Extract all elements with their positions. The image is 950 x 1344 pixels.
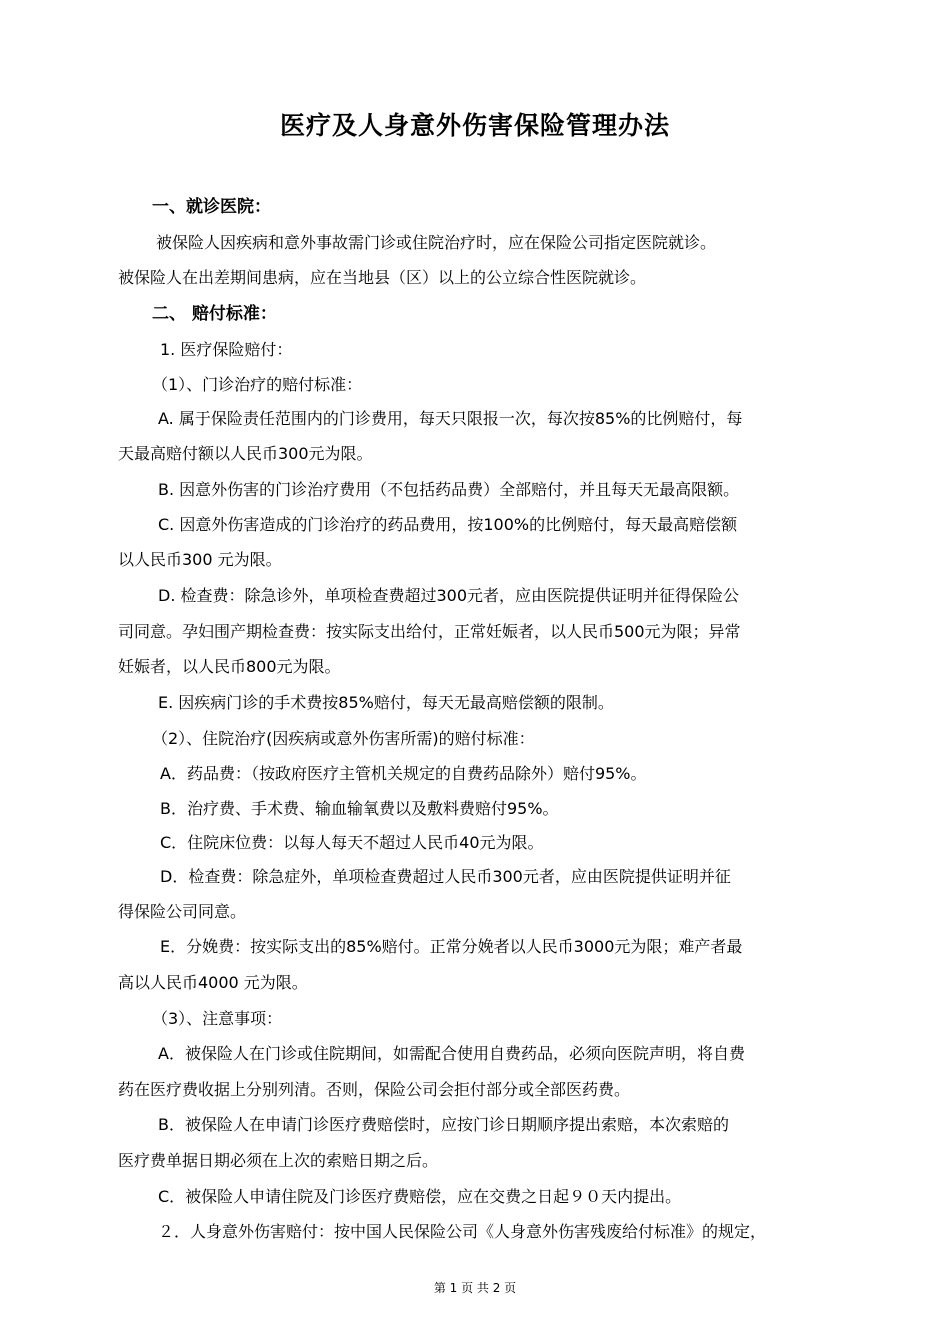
paragraph-line: 1. 医疗保险赔付：	[160, 340, 293, 359]
document-title: 医疗及人身意外伤害保险管理办法	[279, 111, 670, 140]
paragraph-line: B．被保险人在申请门诊医疗费赔偿时，应按门诊日期顺序提出索赔，本次索赔的	[158, 1115, 729, 1134]
paragraph-line: 高以人民币4000 元为限。	[118, 973, 308, 992]
paragraph-line: 以人民币300 元为限。	[118, 550, 282, 569]
paragraph-line: 被保险人因疾病和意外事故需门诊或住院治疗时，应在保险公司指定医院就诊。	[156, 233, 717, 252]
paragraph-line: 司同意。孕妇围产期检查费：按实际支出给付，正常妊娠者，以人民币500元为限；异常	[118, 622, 741, 641]
paragraph-line: C．被保险人申请住院及门诊医疗费赔偿，应在交费之日起９０天内提出。	[158, 1187, 682, 1206]
paragraph-line: E．分娩费：按实际支出的85%赔付。正常分娩者以人民币3000元为限；难产者最	[160, 937, 743, 956]
paragraph-line: A．被保险人在门诊或住院期间，如需配合使用自费药品，必须向医院声明，将自费	[158, 1044, 745, 1063]
paragraph-line: D．检查费：除急症外，单项检查费超过人民币300元者，应由医院提供证明并征	[160, 867, 731, 886]
paragraph-line: 得保险公司同意。	[118, 902, 247, 921]
subsection-heading: （1）、门诊治疗的赔付标准：	[152, 375, 363, 394]
paragraph-line: B．治疗费、手术费、输血输氧费以及敷料费赔付95%。	[160, 799, 559, 818]
subsection-heading: （3）、注意事项：	[152, 1009, 283, 1028]
paragraph-line: E. 因疾病门诊的手术费按85%赔付，每天无最高赔偿额的限制。	[158, 693, 614, 712]
paragraph-line: D. 检查费：除急诊外，单项检查费超过300元者，应由医院提供证明并征得保险公	[158, 586, 740, 605]
section-heading: 二、 赔付标准：	[152, 304, 277, 324]
section-heading: 一、就诊医院：	[152, 197, 271, 217]
page-footer: 第 1 页 共 2 页	[433, 1281, 517, 1295]
paragraph-line: ２．人身意外伤害赔付：按中国人民保险公司《人身意外伤害残废给付标准》的规定，	[158, 1222, 767, 1241]
subsection-heading: （2）、住院治疗(因疾病或意外伤害所需)的赔付标准：	[152, 729, 535, 748]
paragraph-line: B. 因意外伤害的门诊治疗费用（不包括药品费）全部赔付，并且每天无最高限额。	[158, 480, 740, 499]
paragraph-line: A．药品费：（按政府医疗主管机关规定的自费药品除外）赔付95%。	[160, 764, 647, 783]
paragraph-line: 被保险人在出差期间患病，应在当地县（区）以上的公立综合性医院就诊。	[118, 268, 647, 287]
paragraph-line: 妊娠者，以人民币800元为限。	[118, 657, 341, 676]
paragraph-line: 天最高赔付额以人民币300元为限。	[118, 444, 373, 463]
paragraph-line: A. 属于保险责任范围内的门诊费用，每天只限报一次，每次按85%的比例赔付，每	[158, 409, 743, 428]
paragraph-line: C. 因意外伤害造成的门诊治疗的药品费用，按100%的比例赔付，每天最高赔偿额	[158, 515, 738, 534]
paragraph-line: 医疗费单据日期必须在上次的索赔日期之后。	[118, 1151, 439, 1170]
paragraph-line: C．住院床位费：以每人每天不超过人民币40元为限。	[160, 833, 544, 852]
paragraph-line: 药在医疗费收据上分别列清。否则，保险公司会拒付部分或全部医药费。	[118, 1080, 631, 1099]
